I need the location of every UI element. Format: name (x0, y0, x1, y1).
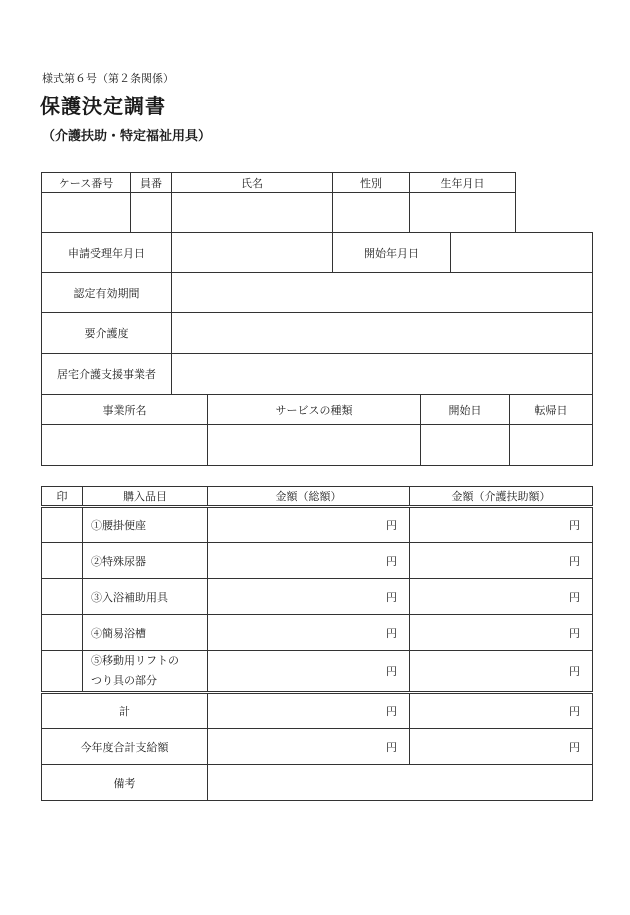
item-header: 購入品目 (83, 487, 208, 507)
amount-total-header: 金額（総額） (208, 487, 410, 507)
stamp-cell[interactable] (42, 615, 83, 651)
table-row (42, 651, 593, 693)
received-date-label: 申請受理年月日 (42, 233, 172, 273)
remarks-row (42, 765, 593, 801)
validity-period-label: 認定有効期間 (42, 273, 172, 313)
name-cell[interactable] (172, 193, 333, 233)
remarks-cell[interactable] (208, 765, 593, 801)
item-label-line2: つり具の部分 (91, 674, 157, 687)
sex-cell[interactable] (333, 193, 410, 233)
amount-aid-cell[interactable]: 円 (410, 615, 593, 651)
service-type-header: サービスの種類 (208, 395, 421, 425)
table-row (42, 543, 593, 579)
total-label: 計 (42, 693, 208, 729)
received-date-cell[interactable] (172, 233, 333, 273)
start-day-header: 開始日 (421, 395, 510, 425)
office-name-cell[interactable] (42, 425, 208, 466)
office-name-header: 事業所名 (42, 395, 208, 425)
year-total-label: 今年度合計支給額 (42, 729, 208, 765)
item-label: ③入浴補助用具 (83, 579, 208, 615)
item-label: ①腰掛便座 (83, 507, 208, 543)
year-total-aid-cell[interactable]: 円 (410, 729, 593, 765)
care-support-provider-label: 居宅介護支援事業者 (42, 354, 172, 395)
stamp-cell[interactable] (42, 507, 83, 543)
amount-aid-cell[interactable]: 円 (410, 507, 593, 543)
amount-total-cell[interactable]: 円 (208, 507, 410, 543)
case-number-cell[interactable] (42, 193, 131, 233)
validity-period-cell[interactable] (172, 273, 593, 313)
member-number-cell[interactable] (131, 193, 172, 233)
amount-aid-cell[interactable]: 円 (410, 579, 593, 615)
case-info-table (41, 172, 593, 395)
page-subtitle: （介護扶助・特定福祉用具） (42, 129, 212, 144)
birth-date-header: 生年月日 (410, 173, 516, 193)
name-header: 氏名 (172, 173, 333, 193)
sex-header: 性別 (333, 173, 410, 193)
outcome-day-cell[interactable] (510, 425, 593, 466)
service-type-cell[interactable] (208, 425, 421, 466)
amount-aid-header: 金額（介護扶助額） (410, 487, 593, 507)
form-number: 様式第６号（第２条関係） (42, 72, 174, 85)
case-number-header: ケース番号 (42, 173, 131, 193)
item-label (83, 651, 208, 693)
amount-aid-cell[interactable]: 円 (410, 543, 593, 579)
total-amount-cell[interactable]: 円 (208, 693, 410, 729)
year-total-row (42, 729, 593, 765)
item-label: ④簡易浴槽 (83, 615, 208, 651)
amount-total-cell[interactable]: 円 (208, 615, 410, 651)
start-date-label: 開始年月日 (333, 233, 451, 273)
item-label-line1: ⑤移動用リフトの (91, 654, 179, 667)
birth-date-cell[interactable] (410, 193, 516, 233)
total-row (42, 693, 593, 729)
amount-aid-cell[interactable]: 円 (410, 651, 593, 693)
member-number-header: 員番 (131, 173, 172, 193)
amount-total-cell[interactable]: 円 (208, 651, 410, 693)
table-row (42, 579, 593, 615)
purchase-table (41, 486, 593, 801)
stamp-cell[interactable] (42, 543, 83, 579)
amount-total-cell[interactable]: 円 (208, 543, 410, 579)
page-title: 保護決定調書 (40, 94, 166, 118)
care-level-label: 要介護度 (42, 313, 172, 354)
item-label: ②特殊尿器 (83, 543, 208, 579)
total-aid-cell[interactable]: 円 (410, 693, 593, 729)
care-support-provider-cell[interactable] (172, 354, 593, 395)
table-row (42, 507, 593, 543)
stamp-cell[interactable] (42, 579, 83, 615)
start-day-cell[interactable] (421, 425, 510, 466)
care-level-cell[interactable] (172, 313, 593, 354)
amount-total-cell[interactable]: 円 (208, 579, 410, 615)
service-table (41, 394, 593, 466)
remarks-label: 備考 (42, 765, 208, 801)
stamp-cell[interactable] (42, 651, 83, 693)
stamp-header: 印 (42, 487, 83, 507)
table-row (42, 615, 593, 651)
start-date-cell[interactable] (451, 233, 593, 273)
year-total-amount-cell[interactable]: 円 (208, 729, 410, 765)
outcome-day-header: 転帰日 (510, 395, 593, 425)
